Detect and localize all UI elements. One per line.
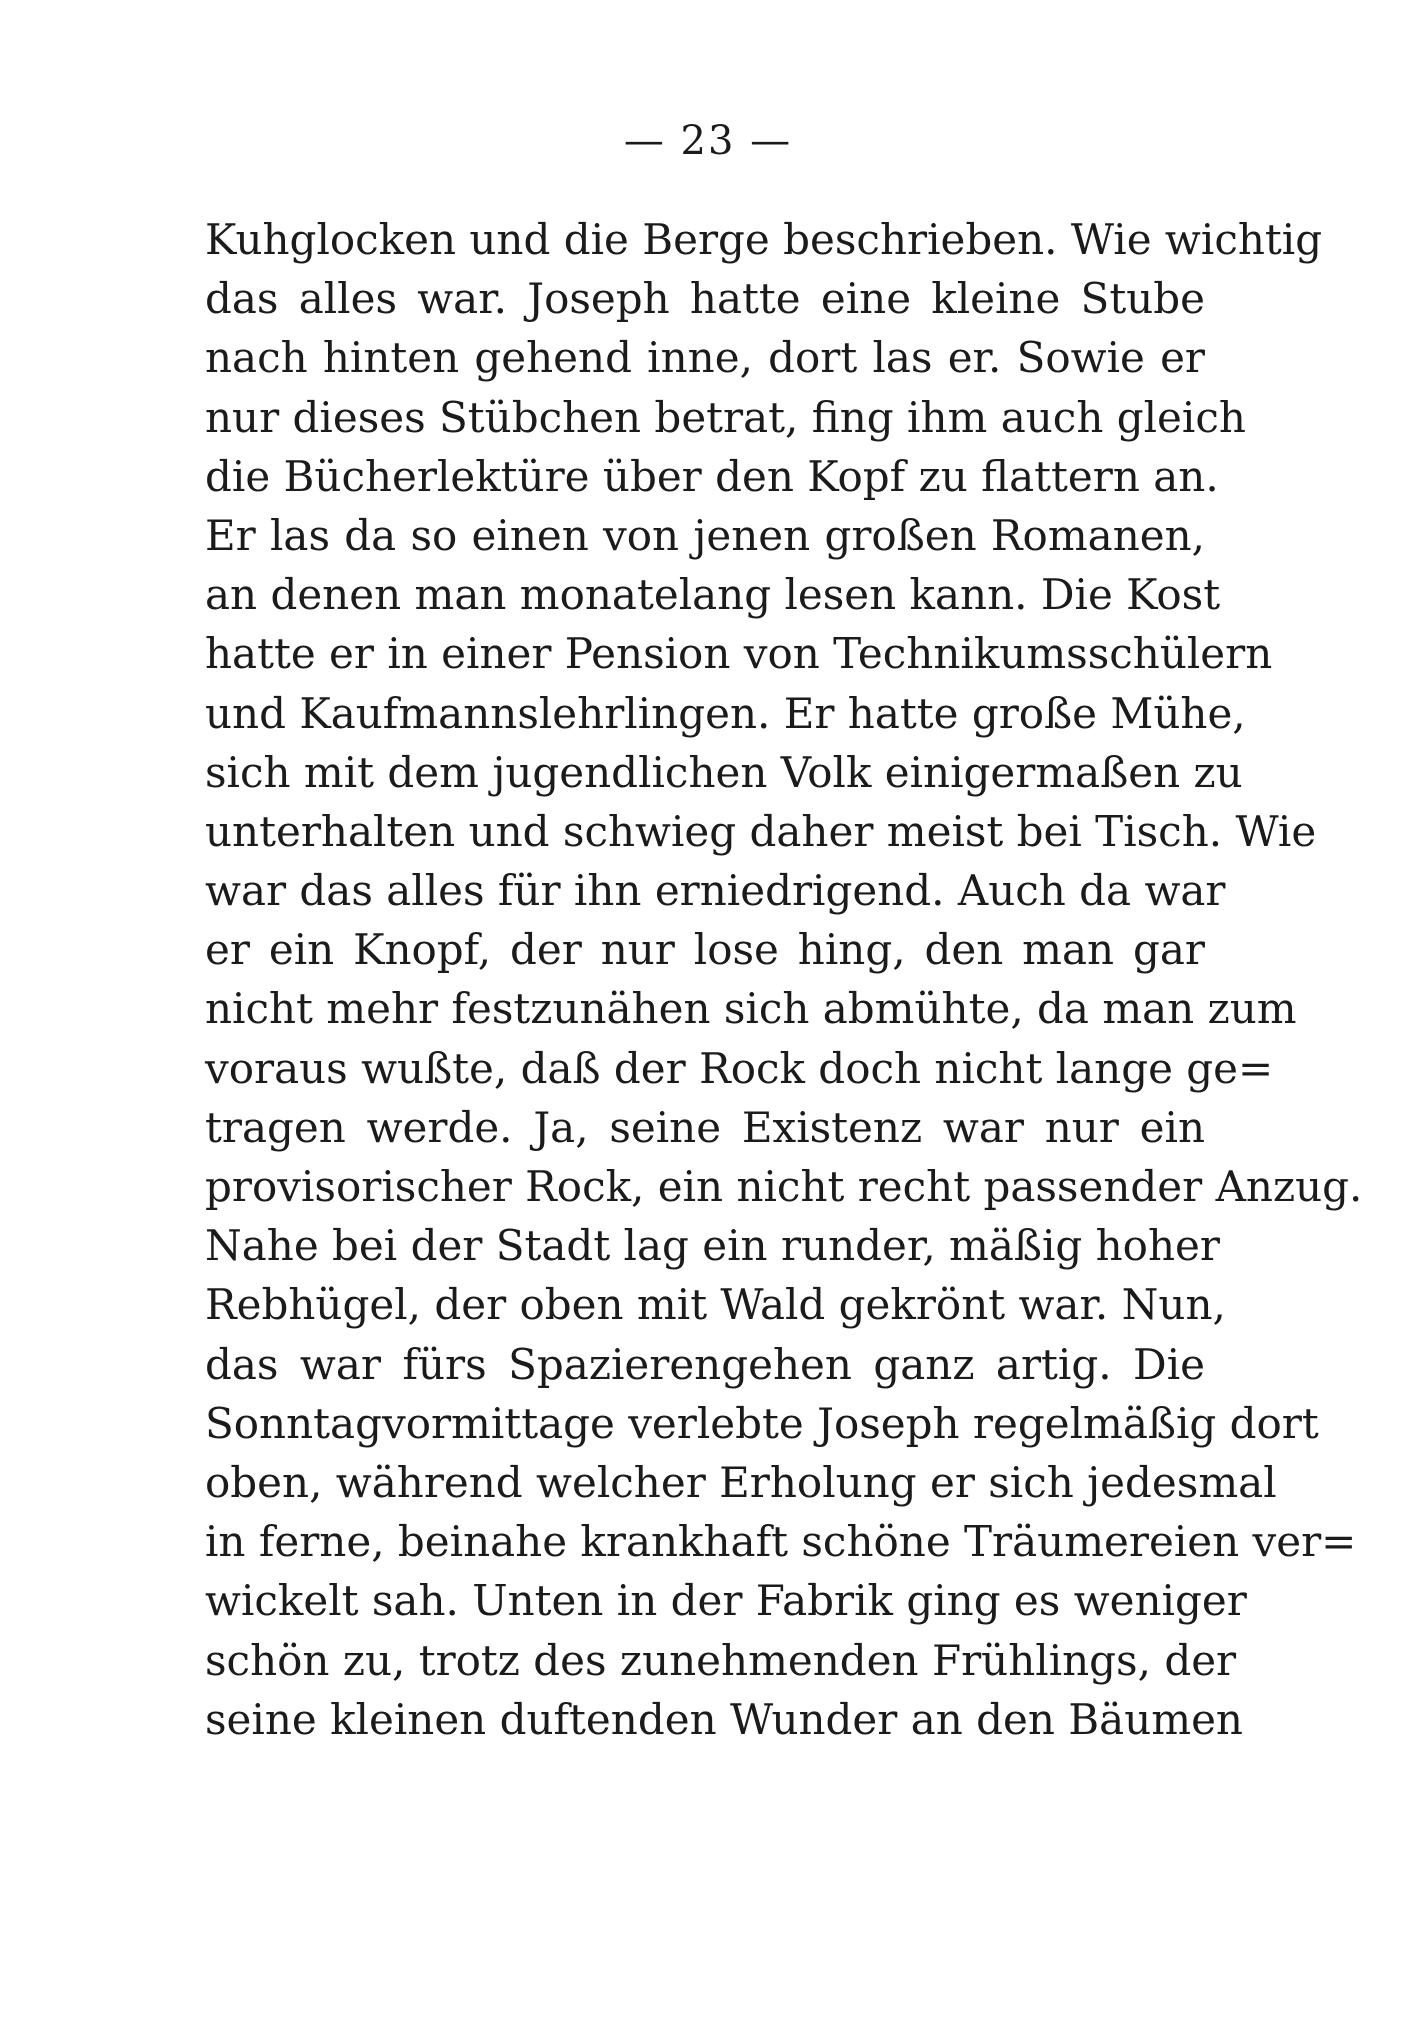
text-line: das alles war. Joseph hatte eine kleine Stube xyxy=(205,274,1205,324)
text-line: und Kaufmannslehrlingen. Er hatte große Mühe, xyxy=(205,688,1246,738)
text-line: Kuhglocken und die Berge beschrieben. Wie wichtig xyxy=(205,215,1323,264)
text-line: Sonntagvormittage verlebte Joseph regelmäßig dort xyxy=(205,1398,1319,1448)
text-line: nicht mehr festzunähen sich abmühte, da man zum xyxy=(205,984,1297,1034)
text-line: sich mit dem jugendlichen Volk einigermaßen zu xyxy=(205,747,1243,797)
text-line: oben, während welcher Erholung er sich jedesmal xyxy=(205,1457,1277,1507)
text-line: er ein Knopf, der nur lose hing, den man gar xyxy=(205,925,1205,975)
page-number: — 23 — xyxy=(623,118,793,164)
text-line: unterhalten und schwieg daher meist bei Tisch. Wie xyxy=(205,806,1317,856)
text-line: seine kleinen duftenden Wunder an den Bäumen xyxy=(205,1694,1243,1744)
text-line: nach hinten gehend inne, dort las er. Sowie er xyxy=(205,333,1205,383)
text-line: an denen man monatelang lesen kann. Die Kost xyxy=(205,570,1221,620)
text-line: das war fürs Spazierengehen ganz artig. Die xyxy=(205,1339,1205,1389)
text-line: die Bücherlektüre über den Kopf zu flattern an. xyxy=(205,451,1219,501)
text-line: Rebhügel, der oben mit Wald gekrönt war. Nun, xyxy=(205,1280,1226,1330)
text-line: war das alles für ihn erniedrigend. Auch da war xyxy=(205,866,1226,916)
body-text xyxy=(205,210,1363,1749)
text-line: provisorischer Rock, ein nicht recht passender Anzug. xyxy=(205,1162,1363,1211)
text-line: Er las da so einen von jenen großen Romanen, xyxy=(205,510,1205,560)
text-line: in ferne, beinahe krankhaft schöne Träumereien ver= xyxy=(205,1517,1357,1567)
text-line: nur dieses Stübchen betrat, fing ihm auch gleich xyxy=(205,392,1246,442)
text-line: voraus wußte, daß der Rock doch nicht lange ge= xyxy=(205,1043,1274,1093)
text-line: wickelt sah. Unten in der Fabrik ging es weniger xyxy=(205,1576,1247,1626)
text-line: Nahe bei der Stadt lag ein runder, mäßig hoher xyxy=(205,1221,1220,1271)
text-line: schön zu, trotz des zunehmenden Frühlings, der xyxy=(205,1635,1237,1685)
text-line: hatte er in einer Pension von Technikumsschülern xyxy=(205,629,1273,679)
text-line: tragen werde. Ja, seine Existenz war nur ein xyxy=(205,1102,1205,1152)
